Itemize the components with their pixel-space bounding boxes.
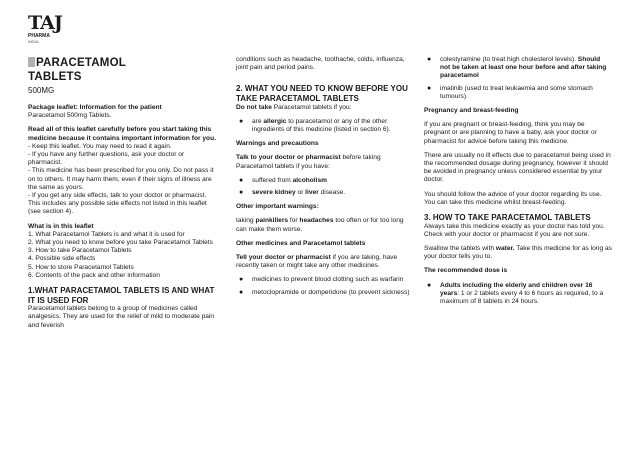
- other-warnings-text: taking painkillers for headaches too often or for too long can make them worse.: [236, 217, 404, 233]
- pregnancy-text-3: You should follow the advice of your doctor regarding its use. You can take this medicine whilst breast-feeding.: [424, 190, 602, 206]
- bullet-icon: ●: [427, 84, 432, 92]
- logo-line1: PHARMA: [28, 33, 50, 39]
- logo-line2: INDIA: [28, 39, 39, 44]
- bullet-icon: ●: [427, 56, 432, 63]
- toc-item: 4. Possible side effects: [28, 255, 96, 263]
- column-3: [424, 56, 612, 312]
- list-item: ● Adults including the elderly and children over 16 years: 1 or 2 tablets every 4 to 6 hours as required, to a maximum of 8 tablets in 24 hours.: [427, 281, 604, 306]
- other-warnings-heading: Other important warnings:: [236, 203, 319, 211]
- warnings-heading: Warnings and precautions: [236, 140, 319, 148]
- title-marker: [28, 57, 35, 67]
- list-item: ● imatinib (used to treat leukaemia and some stomach tumours).: [427, 84, 593, 100]
- section-1-continued: conditions such as headache, toothache, colds, influenza, joint pain and period pains.: [236, 56, 405, 72]
- do-not-take-list: [236, 118, 412, 134]
- talk-to-doctor-list: [236, 177, 412, 197]
- package-leaflet-intro: Package leaflet: Information for the patient Paracetamol 500mg Tablets.: [28, 104, 162, 120]
- column-1: [28, 56, 218, 336]
- list-item: ● metoclopramide or domperidone (to prevent sickness): [239, 288, 410, 296]
- section-3-text-2: Swallow the tablets with water. Take this medicine for as long as your doctor tells you to.: [424, 245, 612, 261]
- section-3-text-1: Always take this medicine exactly as your doctor has told you. Check with your doctor or pharmacist if you are not sure.: [424, 222, 605, 238]
- note-4: - If you get any side effects, talk to your doctor or pharmacist. This includes any possible side effects not listed in this leaflet (see section 4).: [28, 192, 207, 216]
- tell-doctor-text: Tell your doctor or pharmacist if you are taking, have recently taken or might take any other medicines.: [236, 254, 398, 270]
- note-2: - If you have any further questions, ask your doctor or pharmacist.: [28, 151, 185, 167]
- bullet-icon: ●: [427, 281, 432, 289]
- bullet-icon: ●: [239, 117, 244, 125]
- section-3-heading: 3. HOW TO TAKE PARACETAMOL TABLETS: [424, 213, 591, 223]
- section-1-heading: 1.WHAT PARACETAMOL TABLETS IS AND WHAT IT IS USED FOR: [28, 286, 215, 305]
- list-item: ● suffered from alcoholism: [239, 176, 328, 184]
- toc-item: 1. What Paracetamol Tablets is and what it is used for: [28, 230, 185, 238]
- dose-list: [424, 282, 612, 307]
- note-3: - This medicine has been prescribed for you only. Do not pass it on to others. It may harm them, even if their signs of illness are the same as yours.: [28, 167, 214, 191]
- section-2-heading: 2. WHAT YOU NEED TO KNOW BEFORE YOU TAKE PARACETAMOL TABLETS: [236, 84, 408, 103]
- toc-item: 6. Contents of the pack and other information: [28, 271, 160, 279]
- bullet-icon: ●: [239, 288, 244, 296]
- company-logo: [28, 14, 62, 46]
- toc-heading: What is in this leaflet: [28, 222, 94, 230]
- do-not-take-intro: Do not take Paracetamol tablets if you:: [236, 103, 352, 111]
- bullet-icon: ●: [239, 276, 244, 284]
- list-item: ● medicines to prevent blood clotting such as warfarin: [239, 276, 404, 284]
- pregnancy-heading: Pregnancy and breast-feeding: [424, 107, 519, 115]
- recommended-dose-heading: The recommended dose is: [424, 267, 508, 275]
- package-leaflet-heading: Package leaflet: Information for the patient: [28, 104, 162, 111]
- logo-mark: TAJ: [28, 12, 62, 34]
- read-all-text: Read all of this leaflet carefully before you start taking this medicine because it contains important information for you.: [28, 126, 216, 142]
- list-item: ● colestyramine (to treat high cholesterol levels). Should not be taken at least one hour before and after taking paracetamol: [427, 56, 607, 80]
- pregnancy-text-1: If you are pregnant or breast-feeding, think you may be pregnant or are planning to have a baby, ask your doctor or pharmacist for advice before taking this medicine.: [424, 121, 597, 145]
- talk-to-doctor-intro: Talk to your doctor or pharmacist before taking Paracetamol tablets if you have:: [236, 154, 381, 170]
- interaction-list: [424, 56, 612, 101]
- list-item: ● are allergic to paracetamol or any of the other ingredients of this medicine (listed in section 6).: [239, 117, 391, 133]
- bullet-icon: ●: [239, 189, 244, 197]
- list-item: ● severe kidney or liver disease.: [239, 189, 346, 197]
- toc-item: 3. How to take Paracetamol Tablets: [28, 247, 132, 255]
- product-strength: 500MG: [28, 86, 55, 95]
- note-1: - Keep this leaflet. You may need to read it again.: [28, 142, 172, 150]
- toc-item: 2. What you need to know before you take Paracetamol Tablets: [28, 239, 213, 247]
- toc-item: 5. How to store Paracetamol Tablets: [28, 263, 134, 271]
- other-medicines-heading: Other medicines and Paracetamol tablets: [236, 239, 366, 247]
- product-title: PARACETAMOL TABLETS: [28, 57, 126, 83]
- bullet-icon: ●: [239, 176, 244, 184]
- other-medicines-list: [236, 276, 412, 296]
- section-1-text: Paracetamol tablets belong to a group of medicines called analgesics. They are used for the relief of mild to moderate pain and feverish: [28, 305, 215, 329]
- read-all-block: [28, 126, 218, 216]
- column-2: [236, 56, 412, 303]
- table-of-contents: [28, 223, 218, 280]
- pregnancy-text-2: There are usually no ill effects due to paracetamol being used in the recommended dosage during pregnancy, however it should be avoided in pregnancy unless considered essential by your doctor.: [424, 151, 611, 184]
